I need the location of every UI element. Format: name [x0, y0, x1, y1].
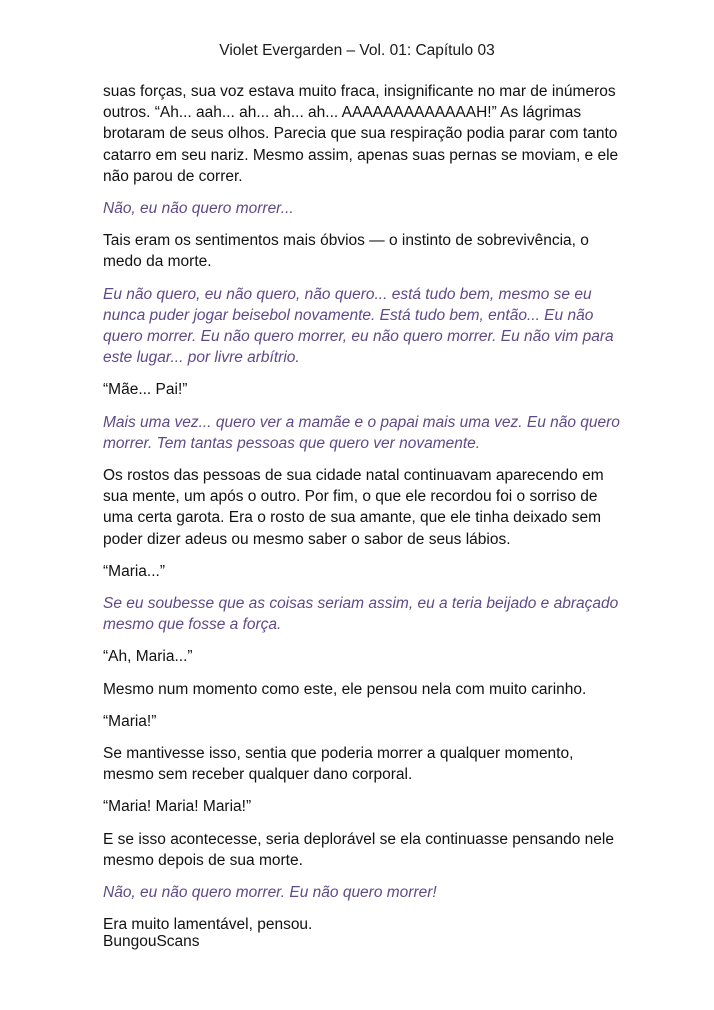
paragraph-6-thought: Mais uma vez... quero ver a mamãe e o papai mais uma vez. Eu não quero morrer. Tem tantas pessoas que quero ver novamente. [103, 413, 620, 452]
paragraph-16-thought: Não, eu não quero morrer. Eu não quero morrer! [103, 884, 437, 902]
paragraph-15: E se isso acontecesse, seria deplorável se ela continuasse pensando nele mesmo depois de sua morte. [103, 830, 614, 869]
paragraph-3: Tais eram os sentimentos mais óbvios — o instinto de sobrevivência, o medo da morte. [103, 232, 589, 271]
paragraph-11: Mesmo num momento como este, ele pensou nela com muito carinho. [103, 680, 587, 698]
paragraph-1: suas forças, sua voz estava muito fraca, insignificante no mar de inúmeros outros. “Ah... aah... ah... ah... ah... AAAAAAAAAAAAAH!” As lágrimas brotaram de seus olhos. Parecia que sua respiração podia parar com tanto catarro em seu nariz. Mesmo assim, apenas suas pernas se moviam, e ele não parou de correr. [103, 83, 619, 185]
paragraph-2-thought: Não, eu não quero morrer... [103, 200, 294, 218]
paragraph-13: Se mantivesse isso, sentia que poderia morrer a qualquer momento, mesmo sem receber qualquer dano corporal. [103, 745, 574, 784]
paragraph-4-thought: Eu não quero, eu não quero, não quero... está tudo bem, mesmo se eu nunca puder jogar beisebol novamente. Está tudo bem, então... Eu não quero morrer. Eu não quero morrer, eu não quero morrer. Eu não vim para este lugar... por livre arbítrio. [103, 285, 614, 367]
paragraph-14-dialogue: “Maria! Maria! Maria!” [103, 798, 252, 816]
paragraph-9-thought: Se eu soubesse que as coisas seriam assim, eu a teria beijado e abraçado mesmo que fosse a força. [103, 595, 619, 634]
paragraph-17: Era muito lamentável, pensou. [103, 916, 313, 934]
page-header-title: Violet Evergarden – Vol. 01: Capítulo 03 [219, 42, 495, 59]
paragraph-10-dialogue: “Ah, Maria...” [103, 648, 193, 666]
paragraph-7: Os rostos das pessoas de sua cidade natal continuavam aparecendo em sua mente, um após o outro. Por fim, o que ele recordou foi o sorriso de uma certa garota. Era o rosto de sua amante, que ele tinha deixado sem poder dizer adeus ou mesmo saber o sabor de seus lábios. [103, 467, 604, 548]
chapter-body [103, 81, 623, 947]
footer-credit: BungouScans [103, 933, 200, 950]
paragraph-12-dialogue: “Maria!” [103, 712, 157, 730]
paragraph-8-dialogue: “Maria...” [103, 562, 165, 580]
paragraph-5-dialogue: “Mãe... Pai!” [103, 381, 188, 399]
